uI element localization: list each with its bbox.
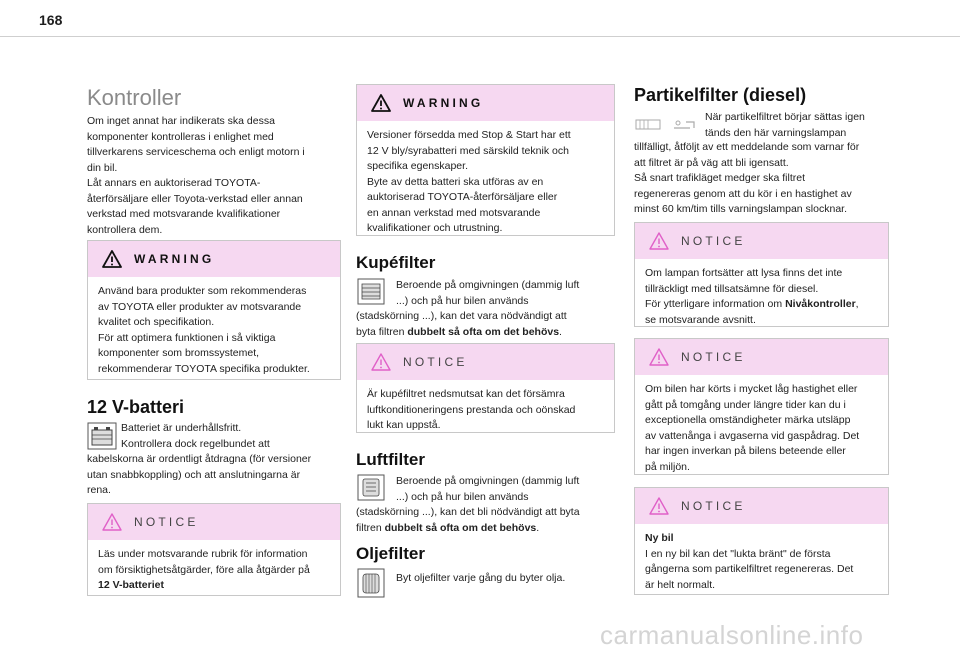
particle-icon-text (705, 110, 895, 141)
text-line: rekommenderar TOYOTA specifika produkter. (98, 362, 310, 375)
text-span: byta filtren (356, 325, 408, 338)
text-line: tillräckligt med tillsatsämne för diesel. (645, 282, 819, 295)
text-span: . (559, 325, 562, 338)
notice-box-body (357, 380, 614, 434)
text-line: se motsvarande avsnitt. (645, 313, 756, 326)
text-line: Läs under motsvarande rubrik för information (98, 548, 308, 560)
text-line: luftkonditioneringens prestanda och oönskad (367, 403, 576, 416)
text-line: verkstad med motsvarande kvalifikationer (87, 208, 281, 220)
notice-title: NOTICE (134, 515, 199, 529)
text-line: Låt annars en auktoriserad TOYOTA- (87, 177, 261, 189)
text-line: Byte av detta batteri ska utföras av en (367, 175, 544, 188)
notice-box-low-speed (634, 338, 889, 475)
notice-box-header (635, 339, 888, 375)
notice-box-additive (634, 222, 889, 327)
text-line: av TOYOTA eller produkter av motsvarande (98, 300, 302, 313)
text-line: När partikelfiltret börjar sättas igen (705, 111, 865, 123)
cabin-text (356, 309, 618, 340)
text-line: Är kupéfiltret nedsmutsat kan det försämra (367, 388, 565, 400)
warning-triangle-icon (102, 250, 122, 268)
notice-triangle-icon (649, 497, 669, 515)
text-line: kabelskorna är ordentligt åtdragna (för versioner (87, 453, 312, 465)
notice-title: NOTICE (681, 350, 746, 364)
header-divider (0, 36, 960, 37)
notice-title: NOTICE (681, 234, 746, 248)
text-line: Versioner försedda med Stop & Start har ett (367, 129, 571, 141)
notice-triangle-icon (649, 348, 669, 366)
warning-box-products (87, 240, 341, 380)
air-icon-text (396, 474, 616, 505)
text-line: är helt normalt. (645, 578, 716, 591)
text-line: ...) och på hur bilen används (396, 490, 529, 503)
text-line (645, 297, 878, 313)
text-span: För ytterligare information om (645, 298, 786, 310)
text-line: regenereras genom att du kör i en hastighet av (634, 187, 852, 200)
text-line: har ingen inverkan på bilens beteende eller (645, 445, 846, 457)
oil-filter-icon (357, 568, 385, 598)
text-line: specifika egenskaper. (367, 160, 468, 172)
bold-text: 12 V-batteriet (98, 579, 164, 591)
text-line: en annan verkstad med motsvarande (367, 206, 541, 219)
notice-box-header (635, 488, 888, 524)
text-line: Batteriet är underhållsfritt. (121, 422, 242, 434)
notice-box-body (88, 540, 340, 594)
warning-triangle-icon (371, 94, 391, 112)
text-line: kvalitet och specifikation. (98, 316, 215, 328)
watermark: carmanualsonline.info (600, 620, 864, 649)
warning-box-body (357, 121, 614, 237)
notice-title: NOTICE (681, 499, 746, 513)
warning-box-body (88, 277, 340, 377)
notice-box-body (635, 524, 888, 593)
cabin-icon-text (396, 278, 616, 309)
warning-box-stop-start (356, 84, 615, 236)
section-title-oil-filter: Oljefilter (356, 544, 425, 563)
page-number: 168 (39, 12, 63, 28)
text-line: på miljön. (645, 460, 690, 473)
text-line: kontrollera dem. (87, 223, 163, 236)
notice-box-header (635, 223, 888, 259)
text-span: , (855, 298, 859, 310)
section-title-battery: 12 V-batteri (87, 397, 185, 417)
text-line: I en ny bil kan det "lukta bränt" de första (645, 547, 831, 560)
text-line (356, 325, 618, 341)
notice-box-body (635, 259, 888, 328)
oil-text: Byt oljefilter varje gång du byter olja. (396, 572, 566, 584)
text-line: exceptionella omständigheter märka utsläpp (645, 414, 851, 426)
text-line: Så snart trafikläget medger ska filtret (634, 172, 805, 184)
text-line: Beroende på omgivningen (dammig luft (396, 475, 580, 487)
text-line: 12 V bly/syrabatteri med särskild teknik och (367, 144, 569, 157)
text-line: Beroende på omgivningen (dammig luft (396, 279, 580, 291)
notice-box-header (88, 504, 340, 540)
text-line (356, 521, 618, 537)
notice-box-battery (87, 503, 341, 596)
notice-box-new-car (634, 487, 889, 595)
text-line: komponenter kontrolleras i enlighet med (87, 130, 274, 143)
notice-triangle-icon (102, 513, 122, 531)
text-line: rena. (87, 484, 111, 496)
text-line: komponenter som bromssystemet, (98, 347, 260, 359)
text-line: tillverkarens serviceschema och enligt motorn i (87, 146, 305, 158)
text-line: gått på tomgång under längre tider kan du i (645, 398, 846, 411)
text-line: återförsäljare eller Toyota-verkstad eller annan (87, 192, 303, 205)
battery-icon (87, 422, 117, 450)
text-line: minst 60 km/tim tills varningslampan slocknar. (634, 203, 847, 215)
text-line: (stadskörning ...), kan det vara nödvändigt att (356, 310, 567, 322)
warning-box-header (88, 241, 340, 277)
kontroller-intro (87, 114, 347, 238)
text-line: din bil. (87, 161, 118, 174)
text-line: av vattenånga i avgaserna vid gaspådrag. Det (645, 429, 860, 442)
notice-title: NOTICE (403, 355, 468, 369)
warning-title: WARNING (134, 252, 215, 266)
text-line: Om inget annat har indikerats ska dessa (87, 115, 275, 127)
bold-text: dubbelt så ofta om det behövs (407, 325, 560, 338)
particle-filter-warning-icon (634, 114, 700, 134)
text-line: auktoriserad TOYOTA-återförsäljare eller (367, 191, 558, 203)
battery-icon-text (121, 421, 351, 452)
text-line: att filtret är på väg att bli igensatt. (634, 156, 789, 169)
text-line: gångerna som partikelfiltret regenereras. Det (645, 563, 854, 575)
text-line: ...) och på hur bilen används (396, 294, 529, 307)
warning-title: WARNING (403, 96, 484, 110)
bold-text: Ny bil (645, 532, 674, 544)
notice-box-body (635, 375, 888, 475)
section-title-particle-filter: Partikelfilter (diesel) (634, 85, 807, 105)
bold-text: Nivåkontroller (785, 298, 856, 310)
section-title-cabin-filter: Kupéfilter (356, 253, 436, 272)
text-line: lukt kan uppstå. (367, 419, 441, 431)
section-title-air-filter: Luftfilter (356, 450, 425, 469)
text-line: För att optimera funktionen i så viktiga (98, 331, 276, 344)
notice-box-cabin (356, 343, 615, 433)
text-span: . (536, 521, 540, 534)
section-title-kontroller: Kontroller (87, 85, 182, 110)
notice-triangle-icon (649, 232, 669, 250)
bold-text: dubbelt så ofta om det behövs (384, 521, 537, 534)
battery-text (87, 452, 351, 499)
text-line (645, 531, 878, 547)
cabin-filter-icon (357, 278, 385, 305)
text-line: Använd bara produkter som rekommenderas (98, 285, 307, 297)
text-line (98, 578, 330, 594)
text-line: utan snabbkoppling) och att anslutningarna är (87, 468, 301, 481)
text-line: Om bilen har körts i mycket låg hastighet eller (645, 383, 858, 395)
air-text (356, 505, 618, 536)
text-line: kvalifikationer och utrustning. (367, 222, 503, 234)
warning-box-header (357, 85, 614, 121)
text-span: filtren (356, 521, 385, 534)
text-line: Kontrollera dock regelbundet att (121, 437, 270, 450)
particle-text (634, 140, 896, 218)
notice-triangle-icon (371, 353, 391, 371)
notice-box-header (357, 344, 614, 380)
text-line: (stadskörning ...), kan det bli nödvändigt att byta (356, 506, 580, 518)
text-line: om försiktighetsåtgärder, före alla åtgärder på (98, 563, 310, 576)
text-line: Om lampan fortsätter att lysa finns det inte (645, 267, 843, 279)
text-line: tillfälligt, åtföljt av ett meddelande som varnar för (634, 141, 860, 153)
air-filter-icon (357, 474, 385, 501)
text-line: tänds den här varningslampan (705, 126, 847, 139)
